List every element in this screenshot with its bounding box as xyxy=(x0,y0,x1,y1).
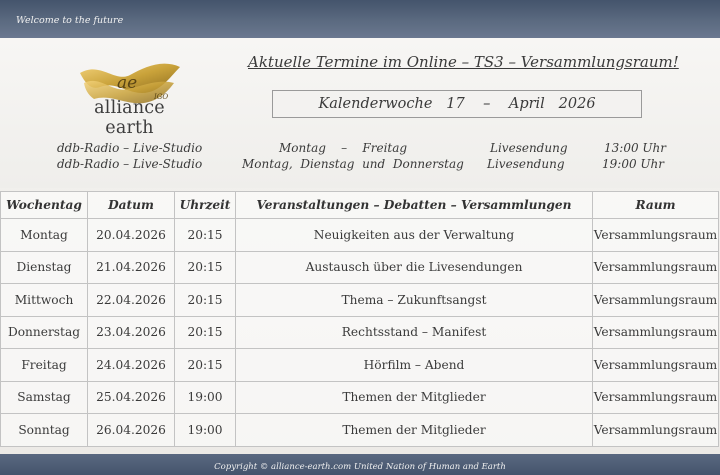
header-room: Raum xyxy=(593,192,719,219)
cell-weekday: Samstag xyxy=(1,381,88,414)
cell-time: 20:15 xyxy=(175,316,236,349)
cell-date: 20.04.2026 xyxy=(88,219,175,252)
cell-time: 20:15 xyxy=(175,251,236,284)
cell-time: 19:00 xyxy=(175,381,236,414)
cell-event: Hörfilm – Abend xyxy=(236,349,593,382)
cell-event: Thema – Zukunftsangst xyxy=(236,284,593,317)
schedule-row xyxy=(0,141,720,156)
table-row xyxy=(1,349,719,382)
schedule-type: Livesendung xyxy=(487,157,565,171)
logo-name: alliance earth xyxy=(94,98,165,138)
cell-date: 21.04.2026 xyxy=(88,251,175,284)
schedule-studio: ddb-Radio – Live-Studio xyxy=(57,157,203,171)
cell-room: Versammlungsraum xyxy=(593,349,719,382)
calendar-week-month: April xyxy=(508,96,545,112)
table-row xyxy=(1,219,719,252)
cell-date: 24.04.2026 xyxy=(88,349,175,382)
cell-event: Rechtsstand – Manifest xyxy=(236,316,593,349)
cell-weekday: Sonntag xyxy=(1,414,88,447)
cell-date: 23.04.2026 xyxy=(88,316,175,349)
logo-monogram: ae xyxy=(117,73,138,93)
calendar-week-box xyxy=(272,90,642,118)
schedule-days: Montag, Dienstag und Donnerstag xyxy=(242,157,464,171)
header-weekday: Wochentag xyxy=(1,192,88,219)
cell-room: Versammlungsraum xyxy=(593,284,719,317)
table-row xyxy=(1,316,719,349)
cell-time: 20:15 xyxy=(175,284,236,317)
events-table xyxy=(0,191,719,447)
cell-weekday: Montag xyxy=(1,219,88,252)
header-date: Datum xyxy=(88,192,175,219)
footer-copyright: Copyright © alliance-earth.com United Nation of Human and Earth xyxy=(214,462,506,472)
cell-weekday: Mittwoch xyxy=(1,284,88,317)
table-header-row xyxy=(1,192,719,219)
table-row xyxy=(1,381,719,414)
logo-tag: IGO xyxy=(154,93,169,101)
cell-room: Versammlungsraum xyxy=(593,316,719,349)
schedule-time: 13:00 Uhr xyxy=(604,141,666,155)
cell-date: 26.04.2026 xyxy=(88,414,175,447)
calendar-week-number: 17 xyxy=(446,96,465,112)
schedule-type: Livesendung xyxy=(490,141,568,155)
cell-weekday: Donnerstag xyxy=(1,316,88,349)
cell-event: Themen der Mitglieder xyxy=(236,381,593,414)
table-row xyxy=(1,414,719,447)
cell-event: Austausch über die Livesendungen xyxy=(236,251,593,284)
schedule-days: Montag – Freitag xyxy=(279,141,408,155)
cell-time: 20:15 xyxy=(175,219,236,252)
cell-room: Versammlungsraum xyxy=(593,251,719,284)
table-row xyxy=(1,284,719,317)
calendar-week-year: 2026 xyxy=(558,96,596,112)
calendar-week-dash: – xyxy=(483,96,491,112)
table-row xyxy=(1,251,719,284)
cell-event: Neuigkeiten aus der Verwaltung xyxy=(236,219,593,252)
cell-date: 22.04.2026 xyxy=(88,284,175,317)
cell-room: Versammlungsraum xyxy=(593,381,719,414)
schedule-time: 19:00 Uhr xyxy=(602,157,664,171)
top-bar xyxy=(0,0,720,38)
welcome-text: Welcome to the future xyxy=(16,15,124,26)
footer-bar xyxy=(0,454,720,475)
cell-time: 19:00 xyxy=(175,414,236,447)
schedule-studio: ddb-Radio – Live-Studio xyxy=(57,141,203,155)
cell-date: 25.04.2026 xyxy=(88,381,175,414)
header-time: Uhrzeit xyxy=(175,192,236,219)
cell-time: 20:15 xyxy=(175,349,236,382)
page-headline[interactable]: Aktuelle Termine im Online – TS3 – Versammlungsraum! xyxy=(248,53,679,71)
calendar-week-label: Kalenderwoche xyxy=(318,96,433,112)
header-event: Veranstaltungen – Debatten – Versammlungen xyxy=(236,192,593,219)
cell-weekday: Freitag xyxy=(1,349,88,382)
cell-room: Versammlungsraum xyxy=(593,414,719,447)
cell-event: Themen der Mitglieder xyxy=(236,414,593,447)
cell-room: Versammlungsraum xyxy=(593,219,719,252)
cell-weekday: Dienstag xyxy=(1,251,88,284)
schedule-row xyxy=(0,157,720,172)
